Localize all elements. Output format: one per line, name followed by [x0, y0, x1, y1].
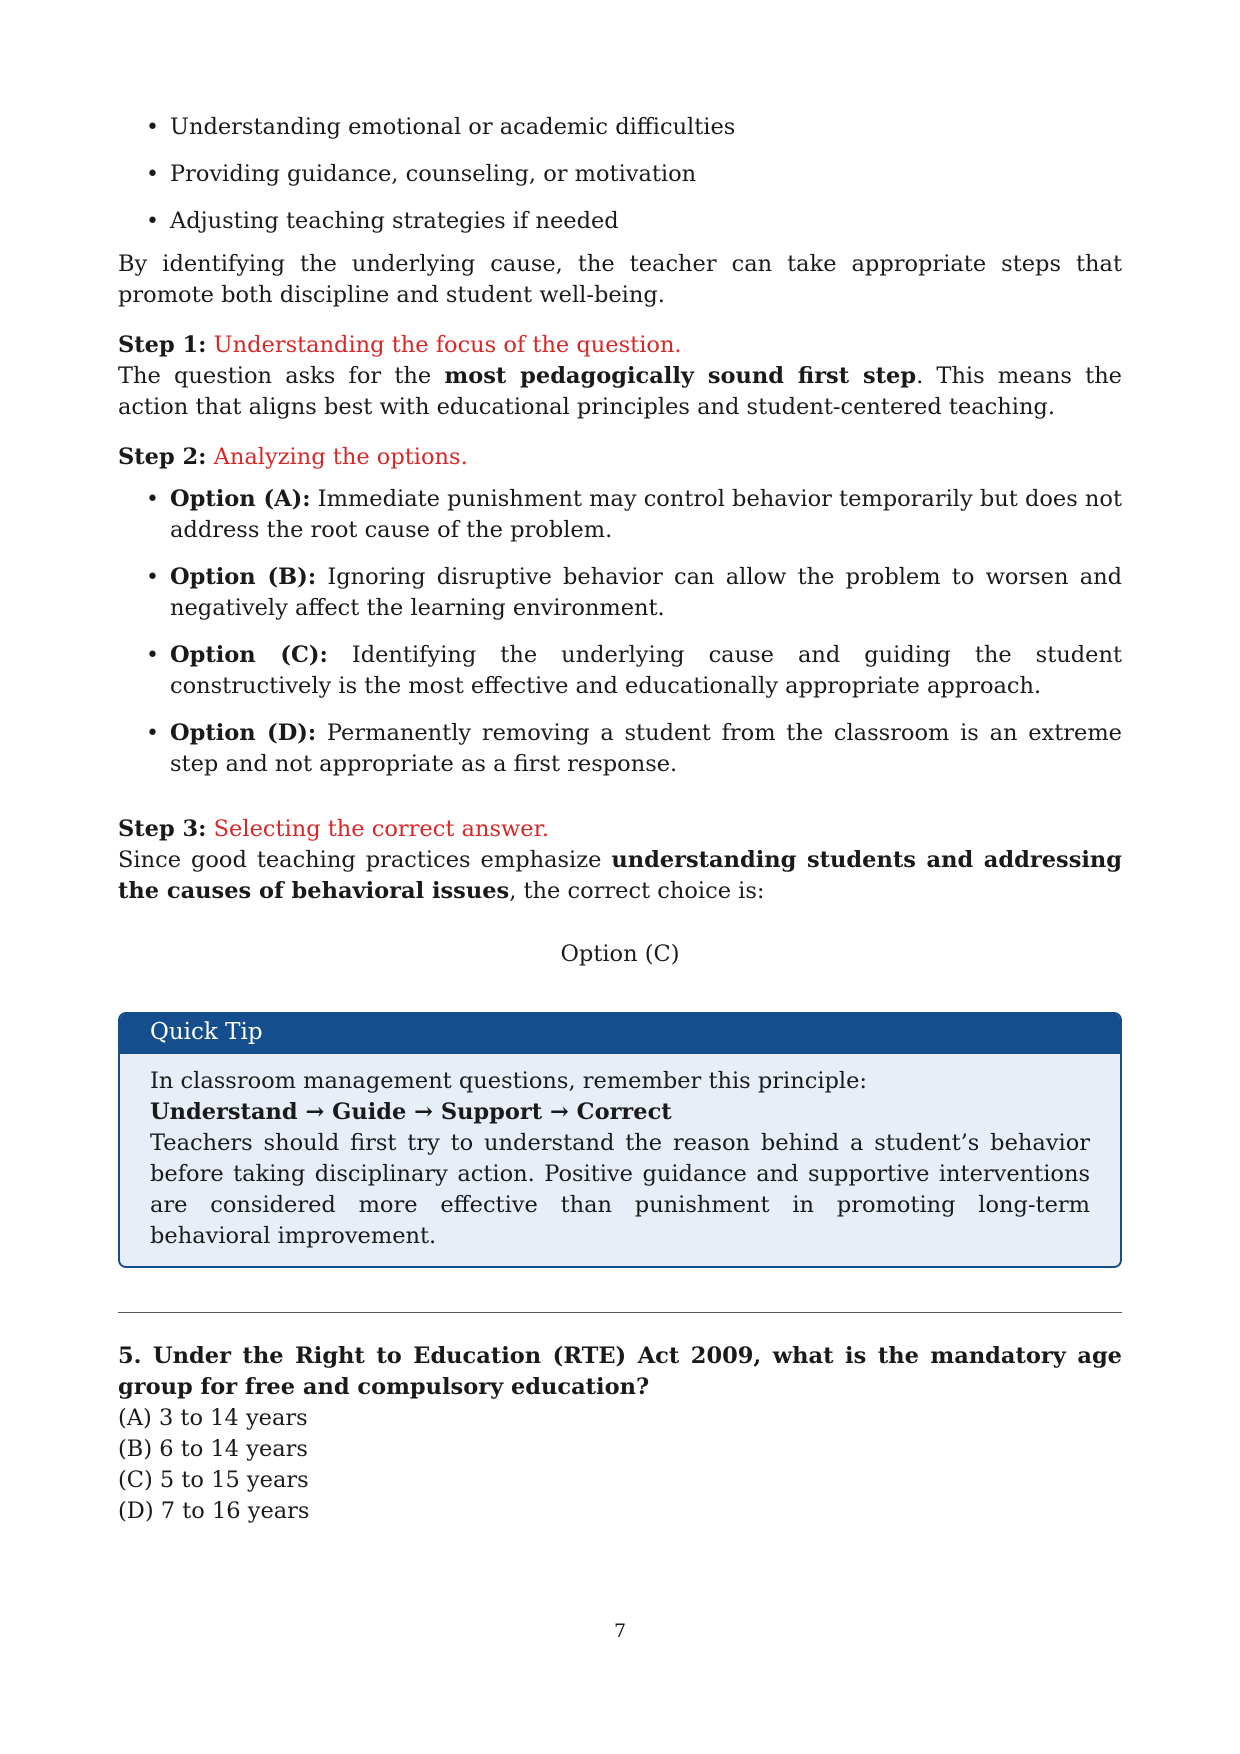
top-bullet-list: [118, 112, 1122, 237]
step-1: [118, 330, 1122, 423]
step-1-title: Understanding the focus of the question.: [213, 332, 682, 358]
quick-tip-box: [118, 1012, 1122, 1268]
step-3-text-after: , the correct choice is:: [509, 878, 765, 904]
quick-tip-body: [120, 1054, 1120, 1266]
step-3-label: Step 3:: [118, 816, 207, 842]
option-a-label: Option (A):: [170, 486, 311, 512]
option-a-text: Immediate punishment may control behavior temporarily but does not address the root cause of the problem.: [170, 486, 1123, 543]
options-analysis-list: [118, 484, 1122, 780]
option-a-analysis: [170, 484, 1122, 546]
list-item: • Providing guidance, counseling, or motivation: [170, 159, 1122, 190]
question-5-title: 5. Under the Right to Education (RTE) Act 2009, what is the mandatory age group for free and compulsory education?: [118, 1343, 1122, 1400]
question-5-option-b: (B) 6 to 14 years: [118, 1436, 308, 1462]
step-1-bold: most pedagogically sound first step: [444, 363, 917, 389]
option-d-text: Permanently removing a student from the classroom is an extreme step and not appropriate as a first response.: [170, 720, 1122, 777]
step-3-text-before: Since good teaching practices emphasize: [118, 847, 612, 873]
step-3-title: Selecting the correct answer.: [213, 816, 549, 842]
option-c-text: Identifying the underlying cause and guiding the student constructively is the most effective and educationally appropriate approach.: [170, 642, 1122, 699]
question-5-option-a: (A) 3 to 14 years: [118, 1405, 308, 1431]
page-content: [118, 112, 1122, 1527]
list-item: • Adjusting teaching strategies if needed: [170, 206, 1122, 237]
question-5-option-d: (D) 7 to 16 years: [118, 1498, 310, 1524]
option-c-analysis: [170, 640, 1122, 702]
question-5-option-c: (C) 5 to 15 years: [118, 1467, 309, 1493]
quick-tip-header: Quick Tip: [120, 1014, 1120, 1054]
option-c-label: Option (C):: [170, 642, 328, 668]
list-item: • Understanding emotional or academic difficulties: [170, 112, 1122, 143]
question-5: [118, 1341, 1122, 1527]
step-3-bold: understanding students and addressing the causes of behavioral issues: [118, 847, 1122, 904]
step-1-text-before: The question asks for the: [118, 363, 445, 389]
step-1-label: Step 1:: [118, 332, 207, 358]
option-b-analysis: [170, 562, 1122, 624]
quick-tip-text: Teachers should first try to understand the reason behind a student’s behavior before taking disciplinary action. Positive guidance and supportive interventions are considered more effective than punishment in promoting long-term behavioral improvement.: [150, 1130, 1090, 1249]
option-d-label: Option (D):: [170, 720, 317, 746]
quick-tip-line1: In classroom management questions, remember this principle:: [150, 1068, 868, 1094]
step-3: [118, 814, 1122, 907]
step-2-label: Step 2:: [118, 444, 207, 470]
option-b-label: Option (B):: [170, 564, 317, 590]
option-d-analysis: [170, 718, 1122, 780]
section-divider: [118, 1312, 1122, 1313]
quick-tip-principle: Understand → Guide → Support → Correct: [150, 1099, 672, 1125]
step-2-title: Analyzing the options.: [213, 444, 468, 470]
option-b-text: Ignoring disruptive behavior can allow the problem to worsen and negatively affect the learning environment.: [170, 564, 1122, 621]
step-2: [118, 442, 1122, 780]
final-answer: Option (C): [560, 941, 680, 967]
intro-paragraph: By identifying the underlying cause, the teacher can take appropriate steps that promote both discipline and student well-being.: [118, 251, 1122, 308]
step-1-text-after: . This means the action that aligns best with educational principles and student-centered teaching.: [118, 363, 1122, 420]
page-number: 7: [613, 1620, 627, 1642]
